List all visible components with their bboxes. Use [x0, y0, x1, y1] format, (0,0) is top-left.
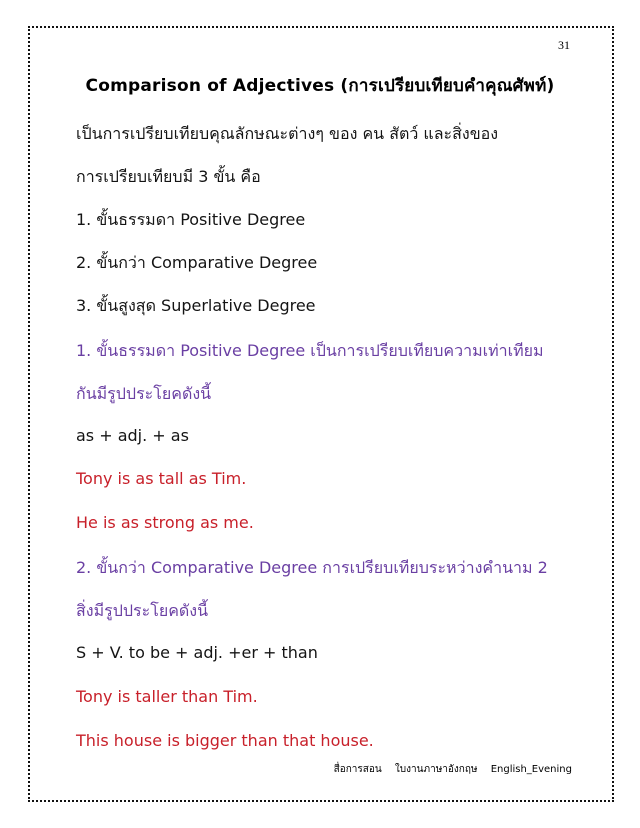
list-item-comparative: 2. ขั้นกว่า Comparative Degree	[76, 253, 318, 272]
section-heading-positive: 1. ขั้นธรรมดา Positive Degree เป็นการเปรียบเทียบความเท่าเทียม	[76, 341, 544, 360]
page-number: 31	[558, 38, 570, 52]
formula-positive: as + adj. + as	[76, 426, 189, 445]
page-footer	[324, 762, 572, 777]
intro-line-steps: การเปรียบเทียบมี 3 ขั้น คือ	[76, 167, 261, 186]
footer-course-label: English_Evening	[490, 764, 572, 775]
page-title: Comparison of Adjectives (การเปรียบเทียบคำคุณศัพท์)	[85, 76, 555, 96]
section-heading-positive-cont: กันมีรูปประโยคดังนี้	[76, 384, 212, 403]
footer-worksheet-label: ใบงานภาษาอังกฤษ	[394, 764, 478, 775]
section-heading-comparative: 2. ขั้นกว่า Comparative Degree การเปรียบเทียบระหว่างคำนาม 2	[76, 558, 548, 577]
footer-media-label: สื่อการสอน	[333, 764, 382, 775]
list-item-superlative: 3. ขั้นสูงสุด Superlative Degree	[76, 296, 316, 315]
list-item-positive: 1. ขั้นธรรมดา Positive Degree	[76, 210, 306, 229]
example-sentence: Tony is taller than Tim.	[76, 687, 258, 706]
intro-line: เป็นการเปรียบเทียบคุณลักษณะต่างๆ ของ คน สัตว์ และสิ่งของ	[76, 124, 499, 143]
formula-comparative: S + V. to be + adj. +er + than	[76, 643, 318, 662]
example-sentence: This house is bigger than that house.	[76, 731, 374, 750]
section-heading-comparative-cont: สิ่งมีรูปประโยคดังนี้	[76, 601, 209, 620]
example-sentence: Tony is as tall as Tim.	[76, 469, 247, 488]
example-sentence: He is as strong as me.	[76, 513, 254, 532]
